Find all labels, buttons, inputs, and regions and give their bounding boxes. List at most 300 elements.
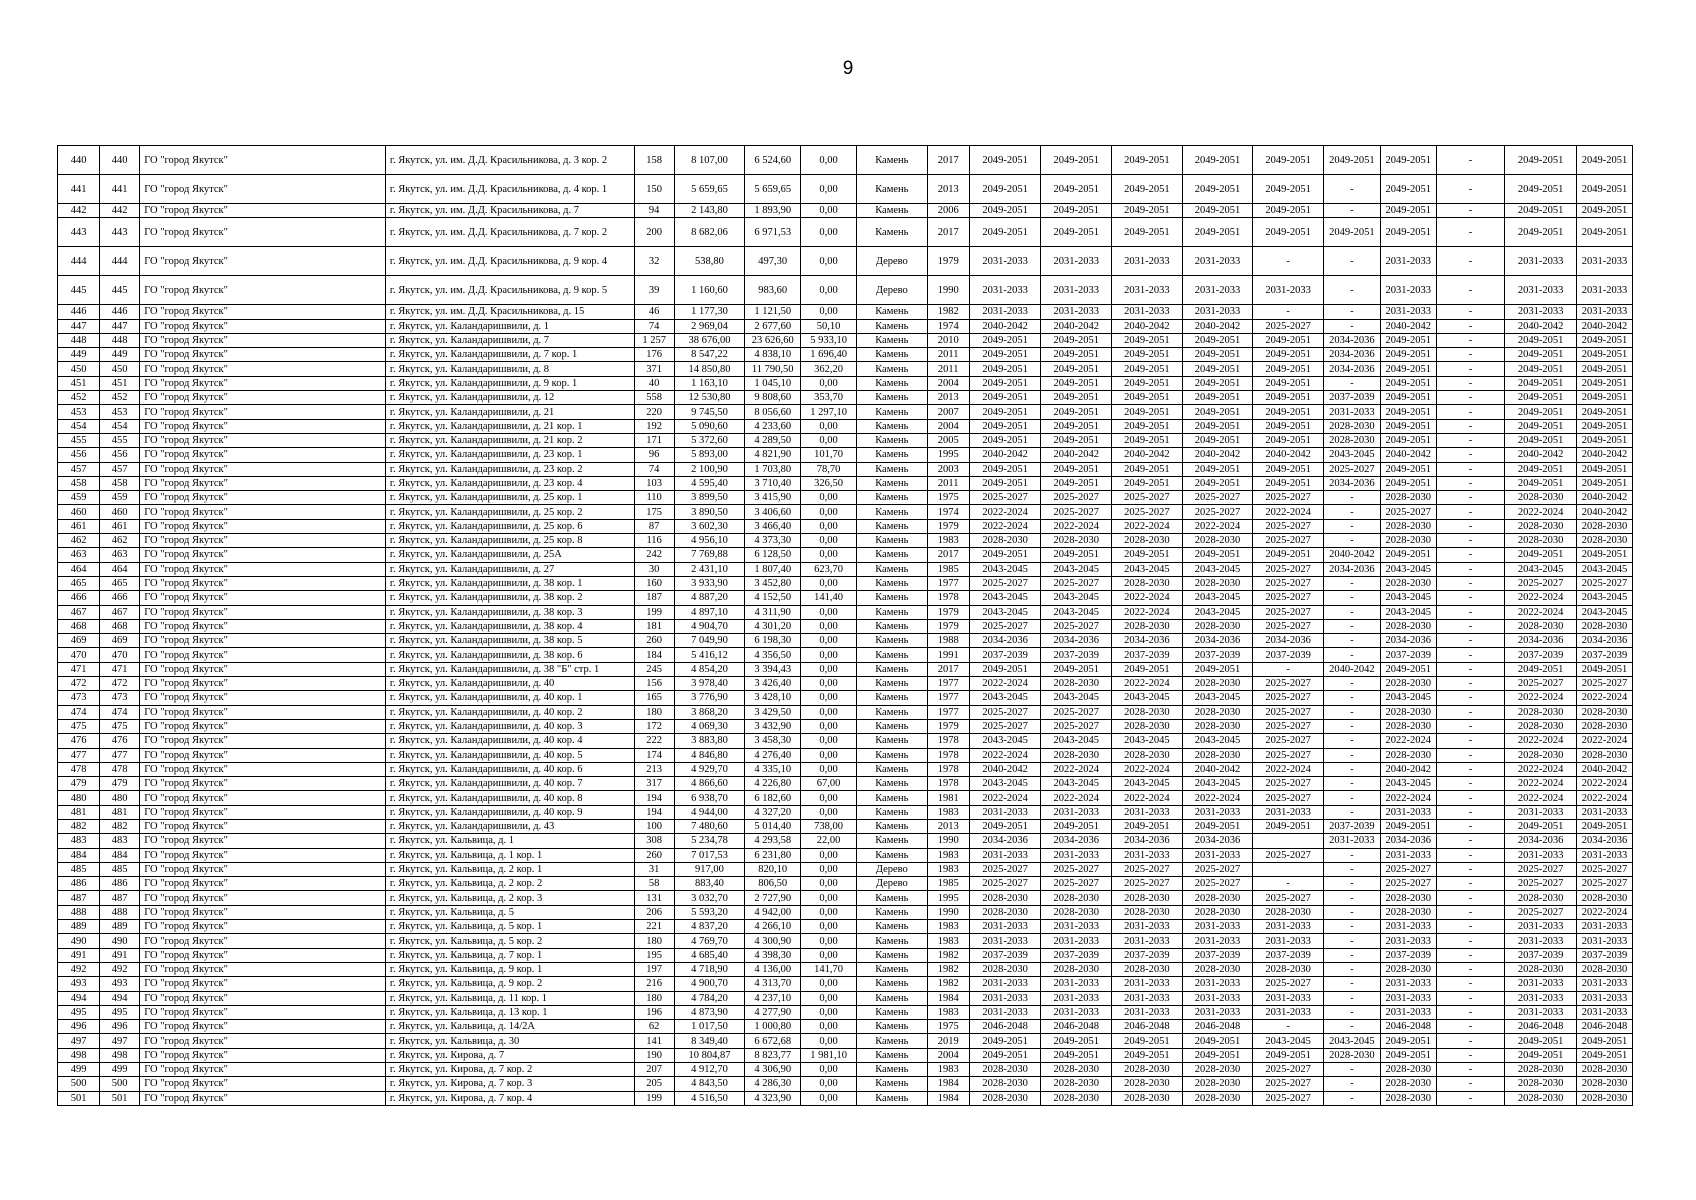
table-cell: 2025-2027 [1041,576,1112,590]
table-row [58,433,1633,447]
table-cell: 2031-2033 [1505,848,1577,862]
table-cell: 2022-2024 [1112,519,1183,533]
table-cell: 3 933,90 [674,576,745,590]
table-cell: 493 [58,977,100,991]
table-cell: 497 [58,1034,100,1048]
table-cell: 2043-2045 [1041,591,1112,605]
table-cell: 3 032,70 [674,891,745,905]
table-cell: 2025-2027 [969,719,1041,733]
table-cell: 2004 [927,376,969,390]
table-cell: 492 [100,962,140,976]
table-cell: 2046-2048 [969,1020,1041,1034]
table-cell: 2049-2051 [1253,548,1324,562]
table-cell: 481 [100,805,140,819]
table-cell: 462 [100,534,140,548]
table-cell: 353,70 [801,391,857,405]
table-cell: г. Якутск, ул. Каландаришвили, д. 40 кор. 8 [385,791,634,805]
table-cell: 2022-2024 [1112,591,1183,605]
table-cell: 2028-2030 [1576,962,1632,976]
table-cell: Камень [857,146,928,175]
table-cell: ГО "город Якутск" [140,934,386,948]
table-cell: ГО "город Якутск" [140,1091,386,1105]
table-cell: 46 [634,305,674,319]
table-cell: 2037-2039 [1380,648,1436,662]
table-cell: 623,70 [801,562,857,576]
table-cell: 2049-2051 [1112,175,1183,204]
table-cell: 2037-2039 [1323,819,1380,833]
table-cell: г. Якутск, ул. Каландаришвили, д. 38 "Б" стр. 1 [385,662,634,676]
table-cell: 4 929,70 [674,762,745,776]
table-row [58,877,1633,891]
table-cell: ГО "город Якутск" [140,476,386,490]
table-cell: 2040-2042 [1576,762,1632,776]
table-cell: 172 [634,719,674,733]
table-cell: 1978 [927,748,969,762]
table-cell: 488 [58,905,100,919]
table-row [58,619,1633,633]
table-cell: 1 257 [634,333,674,347]
table-cell: 3 394,43 [745,662,801,676]
table-cell: 0,00 [801,218,857,247]
table-cell: г. Якутск, ул. Кирова, д. 7 кор. 4 [385,1091,634,1105]
table-cell: 459 [58,491,100,505]
table-row [58,905,1633,919]
table-cell: 2031-2033 [1041,305,1112,319]
table-cell: Камень [857,433,928,447]
table-cell: 4 769,70 [674,934,745,948]
table-cell: ГО "город Якутск" [140,348,386,362]
table-cell: 2025-2027 [1505,677,1577,691]
table-cell: Камень [857,734,928,748]
table-cell: 62 [634,1020,674,1034]
table-cell: 196 [634,1005,674,1019]
table-row [58,605,1633,619]
table-cell: 2022-2024 [1576,791,1632,805]
table-cell: 2025-2027 [969,576,1041,590]
table-cell: 4 897,10 [674,605,745,619]
table-cell: - [1323,705,1380,719]
table-cell: 8 107,00 [674,146,745,175]
table-cell: ГО "город Якутск" [140,991,386,1005]
table-cell: 2043-2045 [969,591,1041,605]
table-cell: - [1436,719,1505,733]
table-cell: 2043-2045 [1041,734,1112,748]
table-cell: г. Якутск, ул. им. Д.Д. Красильникова, д. 7 [385,204,634,218]
table-cell: 474 [58,705,100,719]
table-cell: г. Якутск, ул. Каландаришвили, д. 40 кор. 4 [385,734,634,748]
table-cell: 452 [100,391,140,405]
table-cell: 451 [58,376,100,390]
table-cell: 0,00 [801,1005,857,1019]
table-cell: 2049-2051 [1041,376,1112,390]
table-cell: 2025-2027 [1380,877,1436,891]
table-cell: ГО "город Якутск" [140,146,386,175]
table-cell: 5 372,60 [674,433,745,447]
table-cell: - [1323,619,1380,633]
table-cell: 2040-2042 [1505,319,1577,333]
table-cell: 11 790,50 [745,362,801,376]
table-cell: 820,10 [745,862,801,876]
table-cell: 2049-2051 [1576,362,1632,376]
table-cell: 2028-2030 [1380,891,1436,905]
table-cell: 2025-2027 [1253,534,1324,548]
table-cell: 2028-2030 [969,905,1041,919]
table-cell: 2049-2051 [1576,819,1632,833]
table-cell: ГО "город Якутск" [140,276,386,305]
table-cell: 2025-2027 [1253,562,1324,576]
table-cell: 2049-2051 [1253,1048,1324,1062]
table-cell: 484 [58,848,100,862]
table-cell: Камень [857,905,928,919]
table-cell: 442 [58,204,100,218]
table-cell: 2049-2051 [1112,419,1183,433]
table-cell: 4 300,90 [745,934,801,948]
table-cell: 4 313,70 [745,977,801,991]
table-cell: 3 890,50 [674,505,745,519]
table-cell: - [1436,819,1505,833]
table-cell: 2049-2051 [1182,548,1253,562]
table-cell: 2028-2030 [969,534,1041,548]
table-cell: г. Якутск, ул. Каландаришвили, д. 25 кор. 1 [385,491,634,505]
table-cell: 0,00 [801,705,857,719]
table-cell: 455 [100,433,140,447]
table-cell: Камень [857,1020,928,1034]
table-cell: 2031-2033 [1112,848,1183,862]
table-cell: - [1436,1020,1505,1034]
table-cell: 2011 [927,362,969,376]
table-cell: 2049-2051 [1576,405,1632,419]
table-cell: 472 [58,677,100,691]
table-cell: 2034-2036 [1505,834,1577,848]
table-cell: 2049-2051 [1380,146,1436,175]
table-cell: 2049-2051 [1380,548,1436,562]
table-cell: 4 887,20 [674,591,745,605]
table-cell: 2031-2033 [1380,1005,1436,1019]
table-cell: 2034-2036 [1323,333,1380,347]
table-cell: Камень [857,175,928,204]
table-cell: 31 [634,862,674,876]
table-cell: 2028-2030 [1505,719,1577,733]
table-cell: 2049-2051 [1576,376,1632,390]
table-cell: 221 [634,920,674,934]
table-cell: 1 177,30 [674,305,745,319]
table-cell: Дерево [857,862,928,876]
table-cell: 2028-2030 [1380,1063,1436,1077]
table-cell: 2049-2051 [1112,1048,1183,1062]
table-cell: 2049-2051 [1182,175,1253,204]
table-cell: 1977 [927,677,969,691]
table-cell: 2028-2030 [1112,905,1183,919]
table-cell: 2028-2030 [1112,962,1183,976]
table-cell: 3 978,40 [674,677,745,691]
table-cell: 2022-2024 [1505,505,1577,519]
table-cell: 6 672,68 [745,1034,801,1048]
table-cell: 2025-2027 [1182,491,1253,505]
table-cell: 2 677,60 [745,319,801,333]
table-cell: 2049-2051 [1182,405,1253,419]
table-cell: 455 [58,433,100,447]
table-cell: 2028-2030 [1505,534,1577,548]
table-cell: ГО "город Якутск" [140,962,386,976]
table-cell: ГО "город Якутск" [140,619,386,633]
table-cell: 2031-2033 [1182,276,1253,305]
table-cell: 466 [100,591,140,605]
table-cell: ГО "город Якутск" [140,376,386,390]
table-cell: 22,00 [801,834,857,848]
table-cell: - [1436,1063,1505,1077]
table-cell: 30 [634,562,674,576]
table-cell: 483 [58,834,100,848]
table-cell: 2025-2027 [1112,505,1183,519]
table-cell: ГО "город Якутск" [140,562,386,576]
table-row [58,805,1633,819]
table-cell: 1983 [927,934,969,948]
table-cell: 2025-2027 [1253,519,1324,533]
table-cell: 1981 [927,791,969,805]
table-cell: 2 431,10 [674,562,745,576]
table-cell: 317 [634,777,674,791]
table-cell: г. Якутск, ул. Кирова, д. 7 кор. 2 [385,1063,634,1077]
table-cell: г. Якутск, ул. им. Д.Д. Красильникова, д. 9 кор. 5 [385,276,634,305]
table-cell: 2025-2027 [969,862,1041,876]
table-cell: 2022-2024 [1112,677,1183,691]
table-cell: 2049-2051 [969,405,1041,419]
table-cell: 2049-2051 [1182,419,1253,433]
table-cell: ГО "город Якутск" [140,648,386,662]
table-cell: 2031-2033 [1182,934,1253,948]
table-cell: 171 [634,433,674,447]
table-cell: - [1323,762,1380,776]
table-cell: 476 [58,734,100,748]
table-cell: Камень [857,934,928,948]
table-cell: 2028-2030 [1380,719,1436,733]
table-cell: 0,00 [801,977,857,991]
table-row [58,462,1633,476]
table-row [58,218,1633,247]
table-cell: 2 727,90 [745,891,801,905]
table-cell: 2028-2030 [1380,748,1436,762]
table-cell: - [1436,948,1505,962]
table-cell: 4 286,30 [745,1077,801,1091]
table-cell: Камень [857,719,928,733]
table-cell: ГО "город Якутск" [140,1034,386,1048]
table-cell: - [1253,662,1324,676]
table-cell: 2031-2033 [1253,276,1324,305]
table-cell: 4 277,90 [745,1005,801,1019]
table-cell: 2028-2030 [1576,748,1632,762]
table-cell: 0,00 [801,146,857,175]
table-cell: 2031-2033 [1576,920,1632,934]
table-cell: 2049-2051 [1182,433,1253,447]
table-cell: 2037-2039 [1182,648,1253,662]
table-cell: 475 [100,719,140,733]
table-cell: 2049-2051 [1112,462,1183,476]
table-cell: 2028-2030 [1112,534,1183,548]
table-cell: 184 [634,648,674,662]
table-cell: 6 182,60 [745,791,801,805]
table-cell: - [1436,562,1505,576]
table-cell: г. Якутск, ул. Каландаришвили, д. 40 кор. 5 [385,748,634,762]
table-cell: 2028-2030 [1182,891,1253,905]
table-row [58,1091,1633,1105]
table-cell: 2031-2033 [969,934,1041,948]
table-cell: 2040-2042 [1323,548,1380,562]
table-cell: 2028-2030 [1505,748,1577,762]
table-cell: 2028-2030 [1380,534,1436,548]
table-cell: 2049-2051 [1041,819,1112,833]
table-cell: Камень [857,519,928,533]
table-cell: 2028-2030 [1576,719,1632,733]
table-cell: 2031-2033 [1041,247,1112,276]
table-cell: - [1436,848,1505,862]
table-cell: 1 121,50 [745,305,801,319]
table-cell: 2031-2033 [969,247,1041,276]
table-cell: 2049-2051 [1112,146,1183,175]
table-cell: 4 784,20 [674,991,745,1005]
table-cell: 2028-2030 [1182,619,1253,633]
table-cell: 2028-2030 [1182,534,1253,548]
table-cell: 2049-2051 [1112,362,1183,376]
table-cell: - [1323,1020,1380,1034]
table-cell: 2031-2033 [969,848,1041,862]
table-cell: 2013 [927,819,969,833]
table-cell: 2031-2033 [969,991,1041,1005]
table-cell: 187 [634,591,674,605]
table-cell: 2028-2030 [1380,1091,1436,1105]
table-cell: г. Якутск, ул. Кальвица, д. 1 кор. 1 [385,848,634,862]
table-cell: 1974 [927,505,969,519]
table-cell: г. Якутск, ул. Каландаришвили, д. 8 [385,362,634,376]
table-cell: г. Якутск, ул. Кальвица, д. 2 кор. 2 [385,877,634,891]
table-cell: ГО "город Якутск" [140,519,386,533]
table-cell: 2046-2048 [1380,1020,1436,1034]
table-cell: Камень [857,962,928,976]
table-cell: 156 [634,677,674,691]
table-cell: 2049-2051 [1041,391,1112,405]
table-cell: - [1436,491,1505,505]
table-cell: 2040-2042 [969,762,1041,776]
table-cell: 2031-2033 [1041,977,1112,991]
table-cell: 4 904,70 [674,619,745,633]
table-cell: 2031-2033 [1182,977,1253,991]
table-cell: г. Якутск, ул. Кальвица, д. 5 [385,905,634,919]
table-cell: 0,00 [801,891,857,905]
table-cell: 4 595,40 [674,476,745,490]
table-cell: 2031-2033 [1505,247,1577,276]
table-cell: 2049-2051 [1112,376,1183,390]
table-cell: 2031-2033 [1112,247,1183,276]
table-cell: 2028-2030 [1380,677,1436,691]
table-cell: 2049-2051 [1576,1034,1632,1048]
table-cell: 2049-2051 [1182,146,1253,175]
table-cell: 3 602,30 [674,519,745,533]
table-row [58,819,1633,833]
table-cell: 2031-2033 [1041,276,1112,305]
table-cell: 2049-2051 [1253,175,1324,204]
table-cell: 4 516,50 [674,1091,745,1105]
table-row [58,491,1633,505]
table-cell: 1983 [927,1005,969,1019]
table-cell: 2031-2033 [1576,805,1632,819]
table-cell: 2031-2033 [1182,920,1253,934]
table-cell: 484 [100,848,140,862]
table-cell: 2031-2033 [1380,276,1436,305]
table-cell: 2043-2045 [1576,562,1632,576]
table-cell: - [1323,920,1380,934]
table-cell: 2028-2030 [1505,1063,1577,1077]
table-cell: 2031-2033 [1380,977,1436,991]
table-cell: 2031-2033 [1041,805,1112,819]
table-cell: ГО "город Якутск" [140,834,386,848]
table-cell: 479 [100,777,140,791]
table-cell: 2049-2051 [1505,175,1577,204]
table-cell: - [1323,691,1380,705]
table-cell: 1984 [927,1091,969,1105]
table-cell: 4 866,60 [674,777,745,791]
table-cell: 2011 [927,348,969,362]
table-cell: 1995 [927,891,969,905]
table-cell: 468 [100,619,140,633]
table-cell: г. Якутск, ул. Кальвица, д. 2 кор. 3 [385,891,634,905]
table-cell: Камень [857,605,928,619]
table-cell: 2025-2027 [969,619,1041,633]
table-cell: - [1323,905,1380,919]
table-cell: 467 [58,605,100,619]
table-cell: 2003 [927,462,969,476]
table-cell: 1984 [927,991,969,1005]
table-cell: Камень [857,977,928,991]
table-cell: Дерево [857,877,928,891]
table-cell: 2049-2051 [969,819,1041,833]
table-cell: 2031-2033 [1576,848,1632,862]
table-cell: 0,00 [801,247,857,276]
table-cell: 12 530,80 [674,391,745,405]
table-cell: - [1436,734,1505,748]
table-cell: 0,00 [801,920,857,934]
table-cell: 3 406,60 [745,505,801,519]
table-cell: г. Якутск, ул. Каландаришвили, д. 38 кор. 4 [385,619,634,633]
table-cell: - [1323,319,1380,333]
table-cell: 487 [58,891,100,905]
table-cell: 2031-2033 [1505,805,1577,819]
table-cell: 2049-2051 [1505,348,1577,362]
table-cell: 469 [100,634,140,648]
table-cell: 3 868,20 [674,705,745,719]
table-cell: - [1436,534,1505,548]
table-cell: 2043-2045 [1112,734,1183,748]
table-cell: 194 [634,791,674,805]
table-cell: ГО "город Якутск" [140,218,386,247]
table-cell: 2034-2036 [1041,834,1112,848]
table-cell: 2028-2030 [1505,891,1577,905]
table-cell: Камень [857,562,928,576]
table-cell: 0,00 [801,204,857,218]
table-cell: - [1323,862,1380,876]
table-cell: г. Якутск, ул. Каландаришвили, д. 7 [385,333,634,347]
table-cell: 0,00 [801,991,857,1005]
table-cell: - [1323,305,1380,319]
table-cell: 2025-2027 [1253,1091,1324,1105]
table-cell: 0,00 [801,376,857,390]
table-row [58,748,1633,762]
table-cell: г. Якутск, ул. Кальвица, д. 5 кор. 1 [385,920,634,934]
table-cell: 2049-2051 [1323,146,1380,175]
table-cell: 0,00 [801,948,857,962]
table-row [58,305,1633,319]
table-cell: 2049-2051 [1041,476,1112,490]
table-cell: 2025-2027 [1576,877,1632,891]
table-cell: 2040-2042 [1112,319,1183,333]
